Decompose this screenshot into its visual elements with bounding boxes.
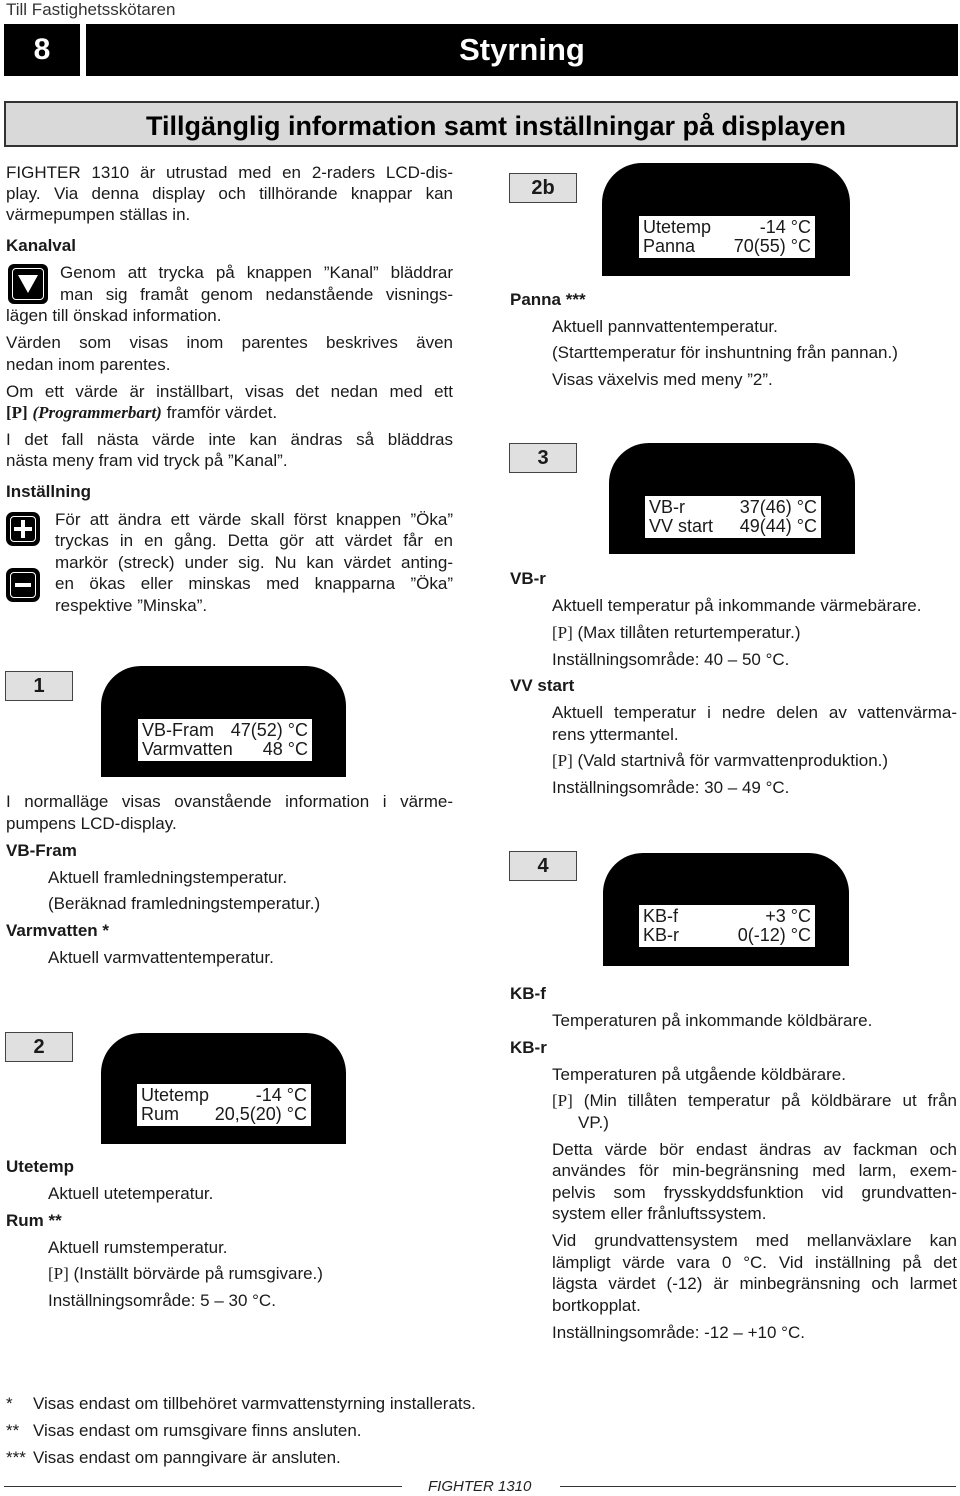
kbr-heading: KB-r: [510, 1038, 547, 1057]
lcd-row: Varmvatten 48 °C: [142, 739, 308, 759]
installning-heading: Inställning: [6, 482, 91, 501]
vbfram-line-1: Aktuell framledningstemperatur.: [48, 868, 288, 887]
section-title: Tillgänglig information samt inställningar på displayen: [145, 111, 847, 141]
lcd-row: VB-r 37(46) °C: [649, 497, 817, 517]
footnote-mark-3: ***: [6, 1448, 26, 1467]
utetemp-heading: Utetemp: [6, 1157, 75, 1176]
vv-line-1: Aktuell temperatur i nedre delen av vattenvärma-: [552, 703, 957, 722]
lcd-row: Panna 70(55) °C: [643, 236, 811, 256]
kanalval-line-2: man sig framåt genom nedanstående visnings-: [60, 285, 453, 304]
kbr-p-line-2: VP.): [578, 1113, 609, 1132]
kanalval-line-3: lägen till önskad information.: [6, 306, 222, 325]
footer-rule-left: [4, 1486, 402, 1487]
kbf-line: Temperaturen på inkommande köldbärare.: [552, 1011, 873, 1030]
varmvatten-heading: Varmvatten *: [6, 921, 109, 940]
menu-3-display: [609, 443, 855, 554]
next-line-2: nästa meny fram vid tryck på ”Kanal”.: [6, 451, 288, 470]
kbr-range: Inställningsområde: -12 – +10 °C.: [552, 1323, 805, 1342]
chapter-title: Styrning: [459, 32, 585, 67]
oka-button-icon: [6, 512, 40, 546]
menu-2b-lcd-screen: [639, 216, 815, 258]
footnote-mark-1: *: [6, 1394, 13, 1413]
prog-line-2: [6, 402, 277, 424]
fackman-line-3: pelvis som frysskyddsfunktion vid grundvatten-: [552, 1183, 957, 1202]
footnote-mark-2: **: [6, 1421, 20, 1440]
rum-line: Aktuell rumstemperatur.: [48, 1238, 228, 1257]
menu-2b-number: 2b: [509, 173, 577, 203]
rum-heading: Rum **: [6, 1211, 62, 1230]
grundvatten-line-1: Vid grundvattensystem med mellanväxlare kan: [552, 1231, 957, 1250]
installning-line-5: respektive ”Minska”.: [55, 596, 208, 615]
menu-1-display: [101, 666, 346, 777]
chapter-title-box: [86, 24, 958, 76]
vbfram-line-2: (Beräknad framledningstemperatur.): [48, 894, 321, 913]
menu-4-display: [603, 853, 849, 966]
rum-p-line: [P] (Inställt börvärde på rumsgivare.): [48, 1264, 323, 1283]
normal-line-1: I normalläge visas ovanstående information i värme-: [6, 792, 453, 811]
menu-3-lcd-screen: [645, 496, 821, 538]
vbr-line: Aktuell temperatur på inkommande värmebärare.: [552, 596, 922, 615]
rum-range: Inställningsområde: 5 – 30 °C.: [48, 1291, 276, 1310]
normal-line-2: pumpens LCD-display.: [6, 814, 177, 833]
kbf-heading: KB-f: [510, 984, 546, 1003]
parentes-line-2: nedan inom parentes.: [6, 355, 171, 374]
p-marker: [P]: [48, 1264, 69, 1283]
lcd-row: VB-Fram 47(52) °C: [142, 720, 308, 740]
minus-icon: [6, 568, 40, 602]
menu-4-lcd-screen: [639, 905, 815, 947]
p-marker: [P]: [552, 1091, 573, 1110]
chapter-number: 8: [33, 33, 51, 66]
utetemp-line: Aktuell utetemperatur.: [48, 1184, 214, 1203]
panna-line-3: Visas växelvis med meny ”2”.: [552, 370, 773, 389]
intro-line-2: play. Via denna display och tillhörande knappar kan: [6, 184, 453, 203]
prog-line-1: Om ett värde är inställbart, visas det nedan med ett: [6, 382, 453, 401]
intro-line-3: värmepumpen ställas in.: [6, 205, 191, 224]
panna-line-2: (Starttemperatur för inshuntning från pannan.): [552, 343, 898, 362]
running-header: Till Fastighetsskötaren: [6, 0, 176, 19]
kbr-p-line-1: [P] (Min tillåten temperatur på köldbärare ut från: [552, 1091, 957, 1110]
kanal-button-icon: [8, 264, 48, 304]
menu-4-number: 4: [509, 851, 577, 881]
grundvatten-line-2: lämpligt värde vara 0 °C. Vid inställning på det: [552, 1253, 957, 1272]
vv-range: Inställningsområde: 30 – 49 °C.: [552, 778, 790, 797]
installning-line-4: en ökas eller minskas med knapparna ”Öka”: [55, 574, 453, 593]
next-line-1: I det fall nästa värde inte kan ändras så bläddras: [6, 430, 453, 449]
programmerbart: (Programmerbart): [32, 403, 162, 422]
footer-rule-right: [560, 1486, 956, 1487]
installning-line-1: För att ändra ett värde skall först knappen ”Öka”: [55, 510, 453, 529]
menu-2-number: 2: [5, 1032, 73, 1062]
footnote-text-1: Visas endast om tillbehöret varmvattenstyrning installerats.: [33, 1394, 476, 1413]
fackman-line-2: användes för min-begränsning med larm, exem-: [552, 1161, 957, 1180]
grundvatten-line-4: bortkopplat.: [552, 1296, 641, 1315]
vbr-heading: VB-r: [510, 569, 546, 588]
vbfram-heading: VB-Fram: [6, 841, 77, 860]
menu-1-number: 1: [5, 671, 73, 701]
kanalval-heading: Kanalval: [6, 236, 76, 255]
grundvatten-line-3: lägsta värdet (-12) är minbegränsning och larmet: [552, 1274, 957, 1293]
vbr-p-line: [P] (Max tillåten returtemperatur.): [552, 623, 801, 642]
chapter-number-box: [4, 24, 80, 76]
fackman-line-1: Detta värde bör endast ändras av fackman och: [552, 1140, 957, 1159]
installning-line-3: markör (streck) under sig. Nu kan värdet anting-: [55, 553, 453, 572]
section-title-box: [4, 101, 958, 147]
intro-line-1: FIGHTER 1310 är utrustad med en 2-raders LCD-dis-: [6, 163, 453, 182]
prog-tail: framför värdet.: [161, 403, 278, 422]
plus-icon: [6, 512, 40, 546]
p-marker: [P]: [6, 403, 28, 422]
kbr-line: Temperaturen på utgående köldbärare.: [552, 1065, 846, 1084]
menu-2b-display: [602, 163, 850, 276]
installning-line-2: tryckas in en gång. Detta gör att värdet får en: [55, 531, 453, 550]
lcd-row: Rum 20,5(20) °C: [141, 1104, 307, 1124]
panna-line-1: Aktuell pannvattentemperatur.: [552, 317, 778, 336]
down-triangle-icon: [8, 264, 48, 304]
footer-label: FIGHTER 1310: [428, 1478, 532, 1495]
vv-line-2: rens yttermantel.: [552, 725, 679, 744]
p-marker: [P]: [552, 751, 573, 770]
vbr-range: Inställningsområde: 40 – 50 °C.: [552, 650, 790, 669]
lcd-row: Utetemp -14 °C: [141, 1085, 307, 1105]
lcd-row: Utetemp -14 °C: [643, 217, 811, 237]
footnote-text-2: Visas endast om rumsgivare finns ansluten.: [33, 1421, 362, 1440]
kanalval-line-1: Genom att trycka på knappen ”Kanal” bläddrar: [60, 263, 453, 282]
footnote-text-3: Visas endast om panngivare är ansluten.: [33, 1448, 341, 1467]
vv-start-heading: VV start: [510, 676, 575, 695]
header-bar: [4, 24, 958, 76]
lcd-row: KB-f +3 °C: [643, 906, 811, 926]
panna-heading: Panna ***: [510, 290, 586, 309]
menu-1-lcd-screen: [138, 719, 312, 761]
menu-3-number: 3: [509, 443, 577, 473]
menu-2-lcd-screen: [137, 1084, 311, 1126]
lcd-row: KB-r 0(-12) °C: [643, 925, 811, 945]
lcd-row: VV start 49(44) °C: [649, 516, 817, 536]
vv-p-line: [P] (Vald startnivå för varmvattenproduktion.): [552, 751, 889, 770]
varmvatten-line: Aktuell varmvattentemperatur.: [48, 948, 274, 967]
menu-2-display: [101, 1033, 346, 1144]
parentes-line-1: Värden som visas inom parentes beskrives även: [6, 333, 453, 352]
minska-button-icon: [6, 568, 40, 602]
p-marker: [P]: [552, 623, 573, 642]
fackman-line-4: system eller frånluftssystem.: [552, 1204, 767, 1223]
